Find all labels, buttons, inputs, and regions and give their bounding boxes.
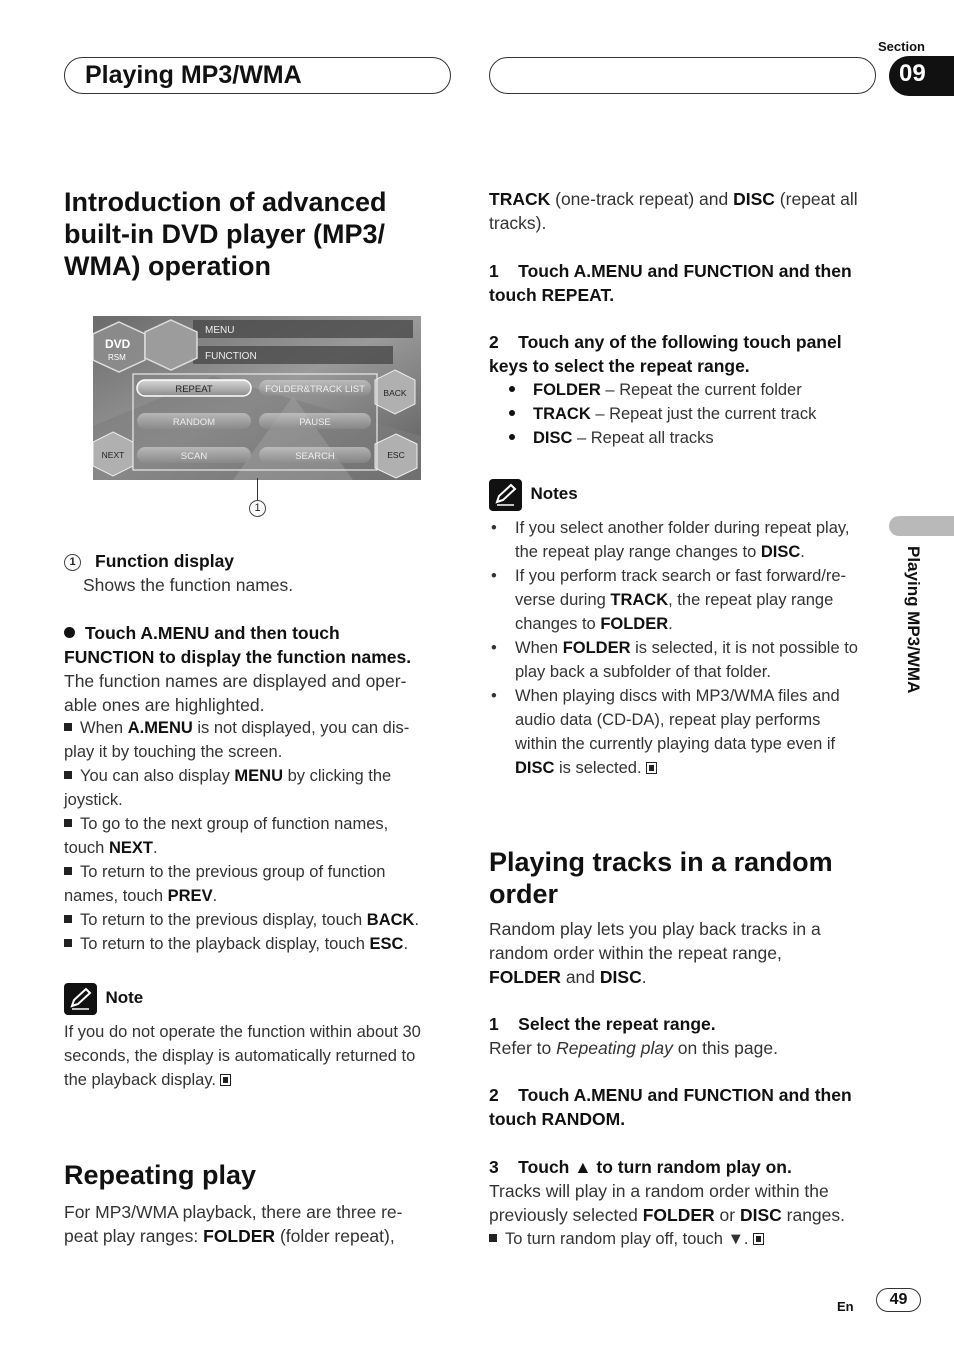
tip-item: When A.MENU is not displayed, you can dis-	[64, 716, 454, 740]
screen-function-label: FUNCTION	[205, 351, 257, 362]
end-mark-icon	[220, 1074, 231, 1086]
intro-step: Touch A.MENU and then touch FUNCTION to display the function names. The function names are displayed and oper- able ones are highlighted.	[64, 623, 412, 715]
header-title: Playing MP3/WMA	[85, 61, 302, 89]
screen-logo: DVD	[105, 337, 131, 351]
note-body: If you do not operate the function within about 30 seconds, the display is automatically returned to the playback display.	[64, 1023, 421, 1089]
section-label: Section	[878, 39, 925, 54]
screen-btn-search: SEARCH	[295, 451, 335, 462]
function-display-screenshot	[93, 316, 421, 480]
repeat-option-track: TRACK – Repeat just the current track	[489, 402, 889, 426]
repeat-step-1: 1 Touch A.MENU and FUNCTION and then touch REPEAT.	[489, 261, 852, 305]
screen-btn-scan: SCAN	[180, 451, 208, 462]
repeat-intro-continued: TRACK (one-track repeat) and DISC (repeat all tracks).	[489, 189, 858, 233]
header-title-pill	[64, 57, 451, 94]
repeat-intro: For MP3/WMA playback, there are three re- peat play ranges: FOLDER (folder repeat),	[64, 1202, 403, 1246]
random-off-tip: To turn random play off, touch ▼.	[489, 1227, 889, 1251]
screen-btn-pause: PAUSE	[299, 417, 331, 428]
note-item: • If you perform track search or fast forward/re- verse during TRACK, the repeat play range changes to FOLDER.	[491, 567, 847, 633]
repeat-option-disc: DISC – Repeat all tracks	[489, 426, 889, 450]
tip-item: You can also display MENU by clicking the	[64, 764, 454, 788]
random-intro: Random play lets you play back tracks in a random order within the repeat range, FOLDER and DISC.	[489, 919, 821, 987]
screen-btn-random: RANDOM	[172, 417, 216, 428]
end-mark-icon	[646, 762, 657, 774]
callout-leader-line	[257, 478, 258, 500]
note-title: Note	[105, 988, 144, 1008]
screen-btn-next: NEXT	[101, 450, 125, 460]
tip-item: To return to the previous display, touch BACK.	[64, 908, 454, 932]
screen-btn-folder-track-list: FOLDER&TRACK LIST	[265, 384, 365, 395]
end-mark-icon	[753, 1233, 764, 1245]
tip-item: To return to the previous group of function	[64, 860, 454, 884]
screen-btn-repeat: REPEAT	[175, 384, 213, 395]
callout-number: 1	[64, 554, 81, 571]
screen-btn-back: BACK	[383, 388, 407, 398]
random-step-1: 1 Select the repeat range. Refer to Repeating play on this page.	[489, 1014, 778, 1058]
random-heading: Playing tracks in a random order	[489, 847, 833, 909]
pencil-notes-icon	[489, 479, 522, 511]
side-tab-marker	[889, 516, 954, 536]
header-blank-pill	[489, 57, 876, 94]
language-label: En	[837, 1299, 854, 1314]
notes-header	[489, 479, 578, 511]
random-step-2: 2 Touch A.MENU and FUNCTION and then touch RANDOM.	[489, 1085, 852, 1129]
repeat-notes-list	[489, 516, 889, 780]
intro-heading: Introduction of advanced built-in DVD player (MP3/ WMA) operation	[64, 187, 387, 281]
repeat-step-2: 2 Touch any of the following touch panel keys to select the repeat range. FOLDER – Repeat the current folder TRACK – Repeat just the current track DISC – Repeat all tracks	[489, 330, 889, 450]
note-item: • When FOLDER is selected, it is not possible to play back a subfolder of that folder.	[491, 639, 858, 681]
note-item: • When playing discs with MP3/WMA files and audio data (CD-DA), repeat play performs within the currently playing data type even if DISC is selected.	[491, 687, 840, 777]
tip-item: To go to the next group of function names,	[64, 812, 454, 836]
callout-marker: 1	[249, 500, 266, 518]
side-chapter-label: Playing MP3/WMA	[904, 546, 923, 694]
notes-title: Notes	[530, 484, 578, 504]
function-display-illustration	[93, 316, 421, 480]
screen-menu-label: MENU	[205, 325, 235, 336]
callout-description: 1 Function display Shows the function names.	[64, 549, 454, 597]
screen-btn-esc: ESC	[387, 450, 405, 460]
screen-logo-sub: RSM	[108, 353, 126, 362]
step-bullet-icon	[64, 627, 75, 638]
note-item: • If you select another folder during repeat play, the repeat play range changes to DISC.	[491, 519, 850, 561]
pencil-note-icon	[64, 983, 97, 1015]
note-header	[64, 983, 143, 1015]
page-number: 49	[876, 1288, 921, 1312]
repeat-option-folder: FOLDER – Repeat the current folder	[489, 378, 889, 402]
tip-item: To return to the playback display, touch ESC.	[64, 932, 454, 956]
random-step-3: 3 Touch ▲ to turn random play on. Tracks will play in a random order within the previously selected FOLDER or DISC ranges. To turn random play off, touch ▼.	[489, 1155, 889, 1251]
repeat-heading: Repeating play	[64, 1160, 257, 1190]
section-number-badge: 09	[889, 56, 954, 96]
intro-tips-list: When A.MENU is not displayed, you can dis- play it by touching the screen. You can also display MENU by clicking the joystick. To go to the next group of function names, touch NEXT. To return to the previous group of function names, touch PREV. To return to the previous display, touch BACK. To return to the playback display, touch ESC.	[64, 716, 454, 956]
